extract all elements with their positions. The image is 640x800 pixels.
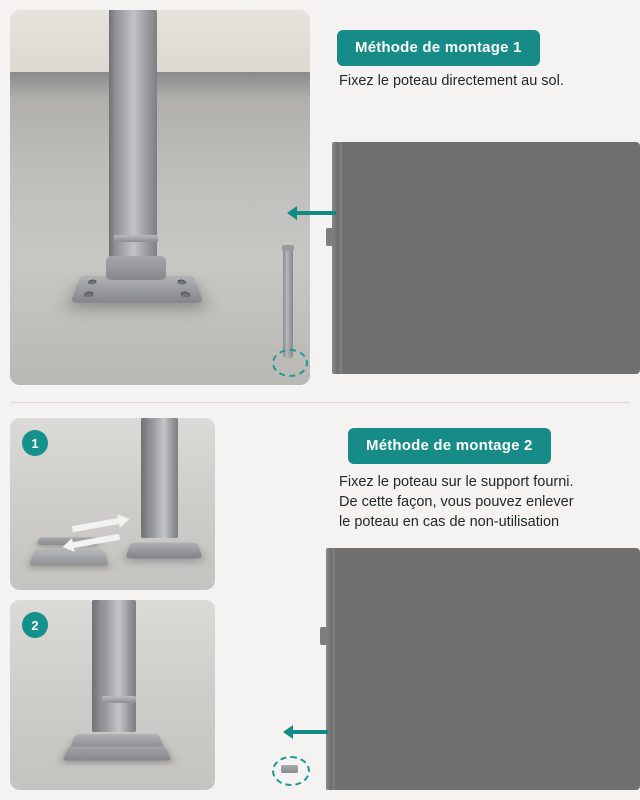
step2-post-edge — [92, 600, 103, 732]
post-seam — [114, 235, 158, 242]
step2-post-seam — [102, 696, 136, 703]
method-2-description-line-3: le poteau en cas de non-utilisation — [339, 514, 560, 530]
step-2-badge: 2 — [22, 612, 48, 638]
wall-background — [10, 10, 310, 72]
ground-fixing-marker-1 — [272, 349, 308, 377]
awning-rail-2 — [326, 548, 335, 790]
section-divider — [10, 402, 630, 403]
step2-post — [102, 600, 136, 732]
step1-post — [150, 418, 178, 538]
bolt-hole-icon — [177, 280, 187, 285]
photo-step-2 — [10, 600, 215, 790]
diagram-post-cap-1 — [282, 245, 294, 251]
awning-screen-1 — [340, 142, 640, 374]
direction-arrow-2 — [292, 730, 328, 734]
floor-background — [10, 72, 310, 385]
photo-post-on-ground — [10, 10, 310, 385]
method-1-description: Fixez le poteau directement au sol. — [339, 73, 564, 89]
bolt-hole-icon — [180, 292, 191, 298]
removable-support-icon — [281, 765, 298, 773]
photo-step-1 — [10, 418, 215, 590]
rail-bracket-1 — [326, 228, 334, 246]
method-1-badge: Méthode de montage 1 — [337, 30, 540, 66]
awning-rail-1 — [332, 142, 342, 374]
rail-bracket-2 — [320, 627, 328, 645]
step-1-badge: 1 — [22, 430, 48, 456]
direction-arrow-1 — [296, 211, 336, 215]
step1-base-plate — [125, 543, 203, 559]
method-2-badge: Méthode de montage 2 — [348, 428, 551, 464]
awning-screen-2 — [333, 548, 640, 790]
diagram-post-1 — [283, 248, 293, 358]
method-2-description-line-1: Fixez le poteau sur le support fourni. — [339, 474, 574, 490]
bolt-hole-icon — [87, 280, 97, 285]
step1-post-edge — [141, 418, 151, 538]
step2-support-under-plate — [62, 747, 172, 761]
method-2-description-line-2: De cette façon, vous pouvez enlever — [339, 494, 574, 510]
bolt-hole-icon — [83, 292, 94, 298]
base-collar — [106, 256, 166, 280]
floor-shadow — [10, 72, 310, 98]
